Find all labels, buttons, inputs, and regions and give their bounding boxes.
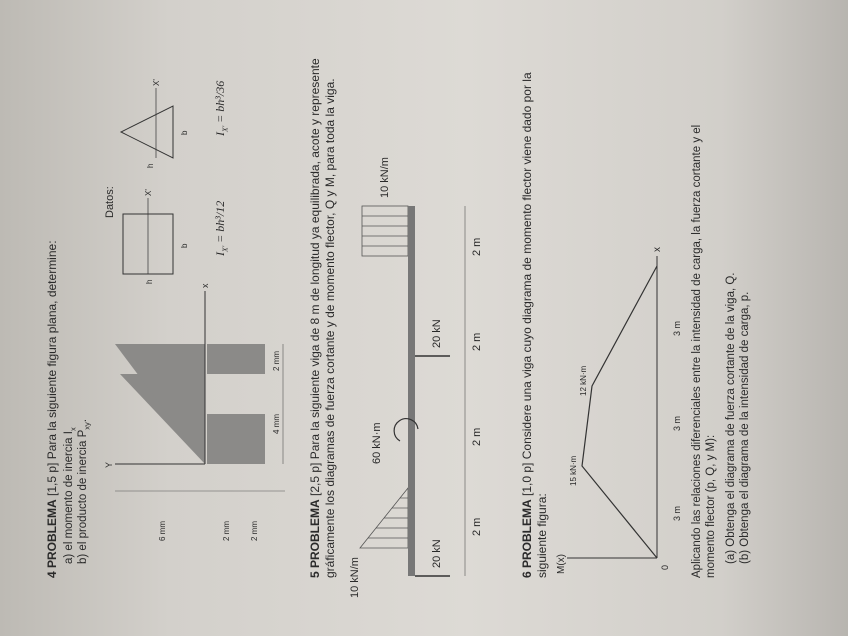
p6-q2: momento flector (p, Q, y M): [705,434,717,578]
p5-load-right-label: 10 kN/m [379,157,391,198]
p6-peak2: 12 kN·m [579,365,588,396]
p4-datos-rect-axis-label: X' [144,189,153,196]
p4-formula-tri-sub: X' [220,125,230,132]
p4-axis-x: x [200,283,210,288]
p6-q1: Aplicando las relaciones diferenciales entre la intensidad de carga, la fuerza cortante y el [691,124,703,578]
p5-line1: Para la siguiente viga de 8 m de longitud ya equilibrada, acote y represente [308,58,322,460]
p5-span-3: 2 m [471,332,483,351]
p5-title: 5 PROBLEMA [308,499,322,578]
p6-qb: (b) Obtenga el diagrama de la intensidad de carga, p. [739,291,751,564]
p6-moment-curve [582,266,657,558]
p4-formula-tri-I: I [213,132,227,136]
p5-load-right-rect [362,206,408,256]
p5-load-left-arrows [368,498,408,538]
p5-span-2: 2 m [471,427,483,446]
p6-peak1: 15 kN·m [569,455,578,486]
p6-span-1: 3 m [672,505,682,521]
p4-rect-right [207,344,265,374]
p4-datos-tri-b: b [180,130,189,135]
p4-dim-2mm-a: 2 mm [222,521,231,541]
p4-datos-triangle [121,106,173,158]
p5-load-right-arrows [362,216,408,246]
p4-datos-rect-h: h [145,279,154,284]
p6-span-2: 3 m [672,415,682,431]
p5-moment-label: 60 kN·m [371,422,383,464]
p4-figure [95,0,295,636]
p4-text: Para la siguiente figura plana, determine: [45,240,59,460]
p5-points: [2,5 p] [308,462,322,496]
p4-item-b-text: b) el producto de inercia P [77,429,89,564]
p4-axis-y: Y [104,461,114,468]
p4-datos-tri-h: h [146,163,155,168]
p4-formula-tri [213,81,232,136]
p4-heading [45,240,59,578]
p6-origin: 0 [660,564,670,570]
p5-line2: gráficamente los diagramas de fuerza cortante y de momento flector, Q y M, para toda la viga. [323,78,337,578]
p4-datos-rect-b: b [180,243,189,248]
p4-item-a-text: a) el momento de inercia I [63,431,75,564]
p4-top-triangle [115,344,205,464]
p4-item-b-end: . [77,419,89,423]
p6-line1: Considere una viga cuyo diagrama de momento flector viene dado por la [520,72,534,460]
p4-formula-tri-rhs: = bh³/36 [213,80,227,123]
p5-load-left-label: 10 kN/m [349,557,361,598]
p6-moment-diagram [552,0,692,636]
p4-item-b-sub: xy [82,422,92,430]
p6-points: [1,0 p] [520,462,534,496]
p6-x-label: x [652,247,663,252]
p6-line2: siguiente figura: [535,493,549,578]
p6-qa: (a) Obtenga el diagrama de fuerza cortante de la viga, Q. [725,272,737,564]
p5-force-left-label: 20 kN [431,539,443,568]
p6-title: 6 PROBLEMA [520,499,534,578]
p4-formula-rect [213,201,232,256]
p4-formula-rect-sub: X' [220,245,230,252]
p5-beam-figure [340,0,500,636]
p6-span-3: 3 m [672,320,682,336]
p4-item-a-sub: x [68,427,78,432]
p4-points: [1,5 p] [45,462,59,496]
p4-formula-rect-rhs: = bh³/12 [213,200,227,243]
p5-heading [308,58,322,578]
p4-datos: Datos: [104,186,116,218]
p5-beam [408,206,415,576]
p5-span-4: 2 m [471,237,483,256]
p4-title: 4 PROBLEMA [45,499,59,578]
p4-dim-6mm: 6 mm [158,521,167,541]
p4-dim-4mm: 4 mm [272,414,281,434]
p4-formula-rect-I: I [213,252,227,256]
p4-rect-left [207,414,265,464]
p4-dim-2mm-b: 2 mm [250,521,259,541]
p5-span-1: 2 m [471,517,483,536]
p5-force-right-label: 20 kN [431,319,443,348]
p4-item-b [76,419,94,564]
p4-dim-2mm-c: 2 mm [272,351,281,371]
p4-datos-tri-axis-label: X' [152,79,161,86]
p6-y-label: M(x) [556,554,567,574]
p6-heading [520,72,534,578]
